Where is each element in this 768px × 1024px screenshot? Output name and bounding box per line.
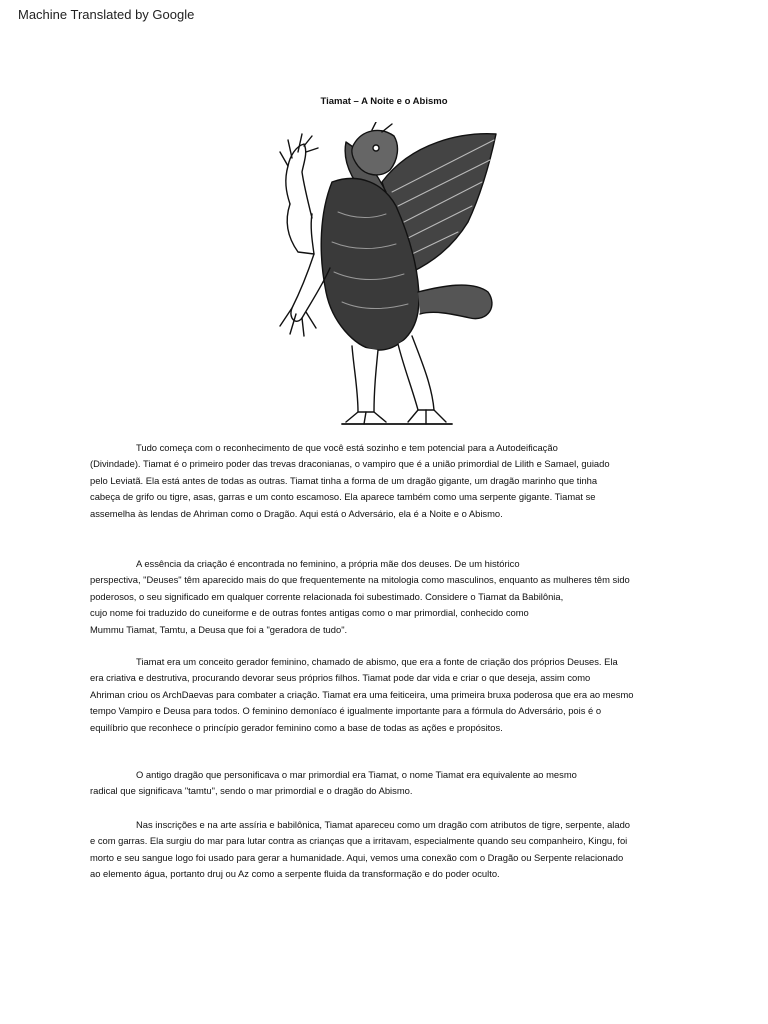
paragraph-line: e com garras. Ela surgiu do mar para lutar contra as crianças que a irritavam, especialmente quando seu companheiro, Kingu, foi (90, 835, 628, 847)
paragraph-line: morto e seu sangue logo foi usado para gerar a humanidade. Aqui, vemos uma conexão com o Dragão ou Serpente relacionado (90, 851, 624, 863)
paragraph-line: equilíbrio que reconhece o princípio gerador feminino como a base de todas as ações e propósitos. (90, 721, 503, 733)
paragraph-line: (Divindade). Tiamat é o primeiro poder das trevas draconianas, o vampiro que é a união primordial de Lilith e Samael, guiado (90, 458, 610, 470)
machine-translated-header: Machine Translated by Google (18, 7, 195, 22)
paragraph-line: assemelha às lendas de Ahriman como o Dragão. Aqui está o Adversário, ela é a Noite e o Abismo. (90, 507, 503, 519)
tiamat-illustration (262, 122, 512, 426)
paragraph-4 (90, 767, 690, 800)
paragraph-line: ao elemento água, portanto druj ou Az como a serpente fluida da transformação e do poder oculto. (90, 868, 500, 880)
paragraph-line: A essência da criação é encontrada no feminino, a própria mãe dos deuses. De um histórico (136, 558, 520, 569)
paragraph-line: Tudo começa com o reconhecimento de que você está sozinho e tem potencial para a Autodeificação (136, 442, 558, 453)
paragraph-line: pelo Leviatã. Ela está antes de todas as outras. Tiamat tinha a forma de um dragão gigante, um dragão marinho que tinha (90, 474, 598, 486)
paragraph-3 (90, 654, 690, 736)
paragraph-5 (90, 817, 690, 883)
paragraph-line: Nas inscrições e na arte assíria e babilônica, Tiamat apareceu como um dragão com atributos de tigre, serpente, alado (136, 819, 631, 830)
document-title: Tiamat – A Noite e o Abismo (320, 96, 448, 107)
paragraph-line: cujo nome foi traduzido do cuneiforme e de outras fontes antigas como o mar primordial, conhecido como (90, 607, 529, 619)
paragraph-line: O antigo dragão que personificava o mar primordial era Tiamat, o nome Tiamat era equivalente ao mesmo (136, 769, 577, 780)
paragraph-line: Tiamat era um conceito gerador feminino, chamado de abismo, que era a fonte de criação dos próprios Deuses. Ela (136, 656, 618, 667)
paragraph-line: radical que significava "tamtu", sendo o mar primordial e o dragão do Abismo. (90, 785, 413, 797)
paragraph-line: poderosos, o seu significado em qualquer corrente relacionada foi subestimado. Considere o Tiamat da Babilônia, (90, 590, 564, 602)
paragraph-line: perspectiva, "Deuses" têm aparecido mais do que frequentemente na mitologia como masculinos, enquanto as mulheres têm sido (90, 574, 630, 586)
paragraph-2 (90, 556, 690, 638)
paragraph-line: era criativa e destrutiva, procurando devorar seus próprios filhos. Tiamat pode dar vida e criar o que deseja, assim como (90, 672, 591, 684)
paragraph-line: cabeça de grifo ou tigre, asas, garras e um conto escamoso. Ela aparece também como uma serpente gigante. Tiamat se (90, 491, 596, 503)
paragraph-line: Mummu Tiamat, Tamtu, a Deusa que foi a "geradora de tudo". (90, 623, 348, 635)
paragraph-1 (90, 440, 690, 522)
paragraph-line: Ahriman criou os ArchDaevas para combater a criação. Tiamat era uma feiticeira, uma primeira bruxa poderosa que era ao mesmo (90, 688, 634, 700)
paragraph-line: tempo Vampiro e Deusa para todos. O feminino demoníaco é igualmente importante para a fórmula do Adversário, pois é o (90, 705, 602, 717)
